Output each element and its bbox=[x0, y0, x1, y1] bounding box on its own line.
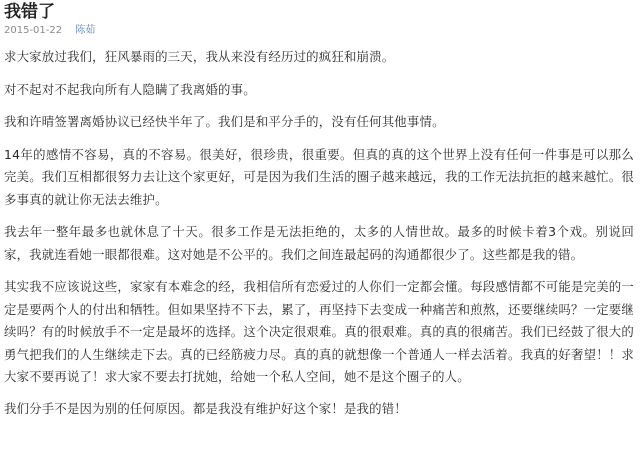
post-title: 我错了 bbox=[4, 2, 55, 22]
paragraph: 14年的感情不容易，真的不容易。很美好，很珍贵，很重要。但真的真的这个世界上没有任何一件事是可以那么完美。我们互相都很努力去让这个家更好，可是因为我们生活的圈子越来越远，我的工作无法抗拒的越来越忙。很多事真的就让你无法去维护。 bbox=[4, 146, 634, 207]
paragraph: 我们分手不是因为别的任何原因。都是我没有维护好这个家！是我的错！ bbox=[4, 400, 407, 416]
post-meta bbox=[4, 24, 634, 38]
paragraph: 求大家放过我们，狂风暴雨的三天，我从来没有经历过的疯狂和崩溃。 bbox=[4, 49, 395, 64]
paragraph: 我去年一整年最多也就休息了十天。很多工作是无法拒绝的，太多的人情世故。最多的时候卡着3个戏。别说回家，我就连看她一眼都很难。这对她是不公平的。我们之间连最起码的沟通都很少了。这些都是我的错。 bbox=[4, 224, 634, 262]
paragraph: 其实我不应该说这些，家家有本难念的经，我相信所有恋爱过的人你们一定都会懂。每段感情都不可能是完美的一定是要两个人的付出和牺牲。但如果坚持不下去，累了，再坚持下去变成一种痛苦和煎熬，还要继续吗？一定要继续吗？有的时候放手不一定是最坏的选择。这个决定很艰难。真的很艰难。真的真的很痛苦。我们已经鼓了很大的勇气把我们的人生继续走下去。真的已经筋疲力尽。真的真的就想像一个普通人一样去活着。我真的好奢望！！求大家不要再说了！求大家不要去打扰她，给她一个私人空间，她不是这个圈子的人。 bbox=[4, 279, 634, 384]
post-body bbox=[4, 46, 634, 420]
post-author-link[interactable]: 陈茹 bbox=[75, 25, 96, 36]
paragraph: 对不起对不起我向所有人隐瞒了我离婚的事。 bbox=[4, 81, 256, 97]
post-date: 2015-01-22 bbox=[4, 25, 63, 36]
paragraph: 我和许晴签署离婚协议已经快半年了。我们是和平分手的，没有任何其他事情。 bbox=[4, 114, 445, 129]
